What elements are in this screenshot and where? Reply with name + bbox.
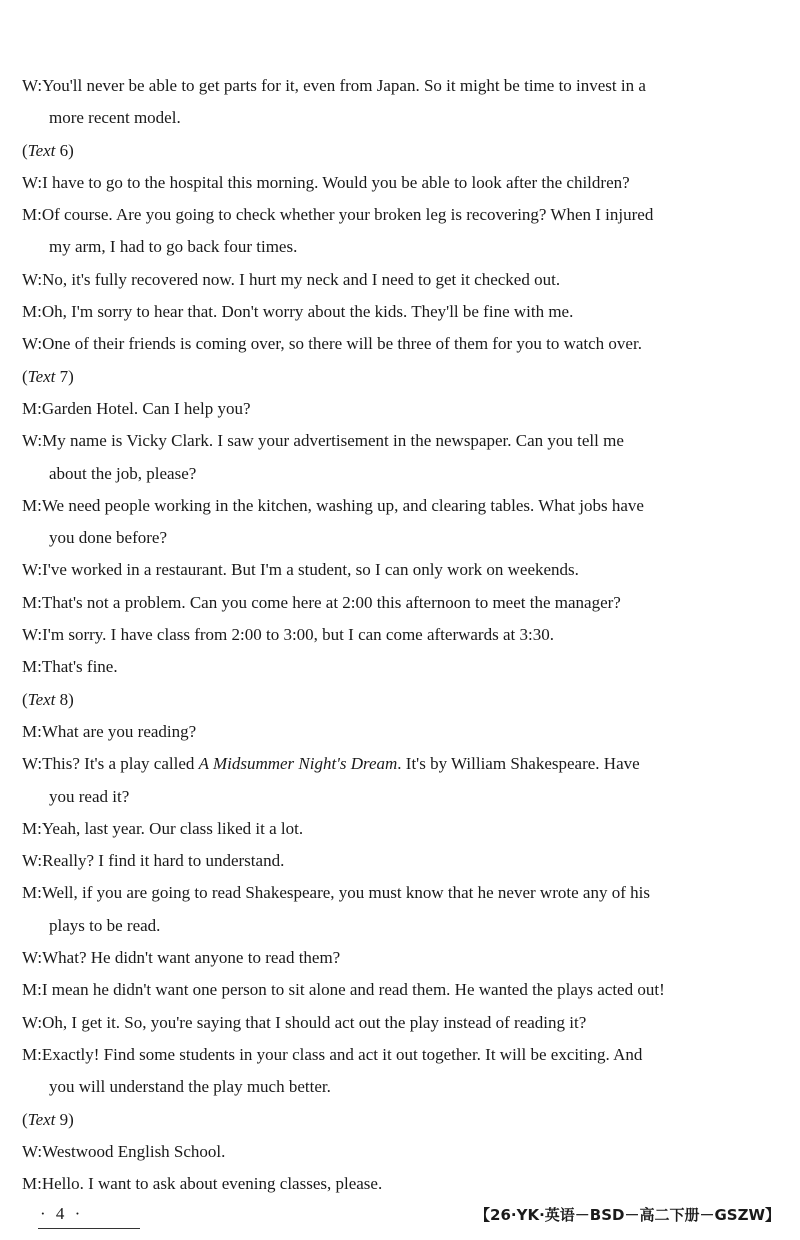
- dialogue-line: M:Oh, I'm sorry to hear that. Don't worry about the kids. They'll be fine with me.: [22, 302, 574, 322]
- section-label: Text: [27, 689, 56, 709]
- dialogue-continuation: more recent model.: [49, 108, 181, 128]
- section-paren: (: [22, 366, 28, 386]
- dialogue-line: W:My name is Vicky Clark. I saw your advertisement in the newspaper. Can you tell me: [22, 431, 624, 451]
- dialogue-line: M:That's fine.: [22, 657, 118, 677]
- dialogue-line: M:We need people working in the kitchen, washing up, and clearing tables. What jobs have: [22, 495, 644, 515]
- dialogue-line: W:Westwood English School.: [22, 1141, 226, 1161]
- dialogue-text: W:This? It's a play called: [22, 754, 199, 774]
- dialogue-line: W:I've worked in a restaurant. But I'm a student, so I can only work on weekends.: [22, 560, 579, 580]
- dialogue-line: [22, 748, 782, 780]
- dialogue-line: W:What? He didn't want anyone to read them?: [22, 948, 341, 968]
- dialogue-line: M:Exactly! Find some students in your class and act it out together. It will be exciting. And: [22, 1044, 643, 1064]
- book-code: 【26·YK·英语－BSD－高二下册－GSZW】: [475, 1206, 780, 1224]
- section-number: 7): [55, 366, 74, 386]
- dialogue-line: W:Really? I find it hard to understand.: [22, 851, 285, 871]
- dialogue-line: M:Yeah, last year. Our class liked it a lot.: [22, 818, 304, 838]
- section-heading: [22, 684, 782, 716]
- dialogue-line: W:No, it's fully recovered now. I hurt my neck and I need to get it checked out.: [22, 269, 561, 289]
- page-footer: [0, 1200, 800, 1234]
- page-number-rule: [38, 1228, 140, 1229]
- section-label: Text: [27, 140, 56, 160]
- dialogue-line: M:Of course. Are you going to check whether your broken leg is recovering? When I injured: [22, 205, 654, 225]
- play-title: A Midsummer Night's Dream: [198, 754, 398, 774]
- dialogue-line: M:That's not a problem. Can you come here at 2:00 this afternoon to meet the manager?: [22, 592, 621, 612]
- dialogue-line: M:Garden Hotel. Can I help you?: [22, 398, 251, 418]
- section-paren: (: [22, 1109, 28, 1129]
- dialogue-line: W:One of their friends is coming over, so there will be three of them for you to watch over.: [22, 334, 642, 354]
- page-number: · 4 ·: [40, 1204, 84, 1223]
- dialogue-continuation: about the job, please?: [49, 463, 197, 483]
- dialogue-line: W:I have to go to the hospital this morning. Would you be able to look after the children?: [22, 172, 630, 192]
- dialogue-line: W:You'll never be able to get parts for it, even from Japan. So it might be time to invest in a: [22, 76, 646, 95]
- section-heading: [22, 135, 782, 167]
- dialogue-line: M:Well, if you are going to read Shakespeare, you must know that he never wrote any of his: [22, 883, 650, 903]
- dialogue-continuation: plays to be read.: [49, 915, 161, 935]
- dialogue-line: W:I'm sorry. I have class from 2:00 to 3:00, but I can come afterwards at 3:30.: [22, 625, 554, 645]
- section-label: Text: [27, 1109, 56, 1129]
- section-label: Text: [27, 366, 56, 386]
- section-number: 9): [55, 1109, 74, 1129]
- section-paren: (: [22, 689, 28, 709]
- dialogue-line: W:Oh, I get it. So, you're saying that I should act out the play instead of reading it?: [22, 1012, 587, 1032]
- dialogue-text: . It's by William Shakespeare. Have: [397, 754, 640, 774]
- dialogue-line: M:What are you reading?: [22, 721, 197, 741]
- section-paren: (: [22, 140, 28, 160]
- section-number: 8): [55, 689, 74, 709]
- section-heading: [22, 1104, 782, 1136]
- section-number: 6): [55, 140, 74, 160]
- dialogue-line: M:I mean he didn't want one person to sit alone and read them. He wanted the plays acted out!: [22, 980, 665, 1000]
- section-heading: [22, 361, 782, 393]
- transcript: [22, 70, 782, 1200]
- dialogue-continuation: you done before?: [49, 528, 168, 548]
- dialogue-continuation: you will understand the play much better.: [49, 1077, 331, 1097]
- dialogue-continuation: my arm, I had to go back four times.: [49, 237, 298, 257]
- dialogue-continuation: you read it?: [49, 786, 130, 806]
- dialogue-line: M:Hello. I want to ask about evening classes, please.: [22, 1174, 383, 1194]
